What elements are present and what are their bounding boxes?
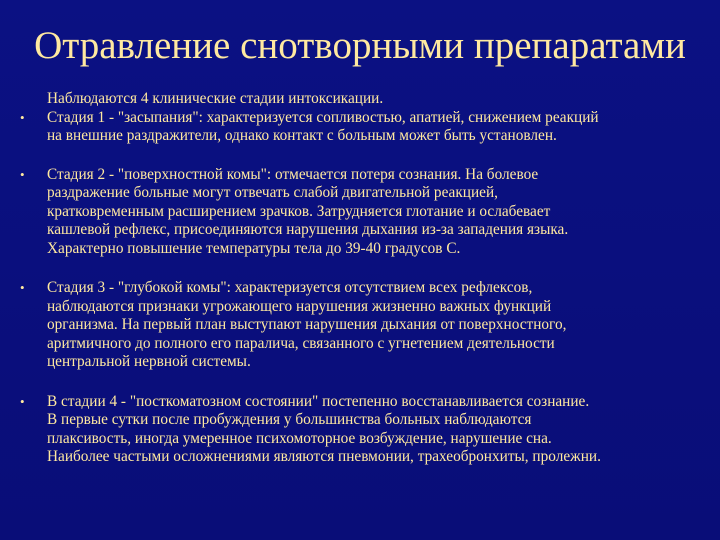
bullet-item-3 <box>20 279 710 372</box>
bullet-list <box>20 90 710 467</box>
slide-title: Отравление снотворными препаратами <box>34 24 686 67</box>
bullet-line: плаксивость, иногда умеренное психомоторное возбуждение, нарушение сна. <box>47 429 552 447</box>
bullet-line: наблюдаются признаки угрожающего нарушения жизненно важных функций <box>47 297 552 315</box>
bullet-line: Характерно повышение температуры тела до 39-40 градусов С. <box>47 239 461 257</box>
bullet-text <box>47 279 710 372</box>
bullet-line: аритмичного до полного его паралича, связанного с угнетением деятельности <box>47 334 555 352</box>
bullet-item-2 <box>20 166 710 259</box>
bullet-line: центральной нервной системы. <box>47 353 251 370</box>
bullet-item-1 <box>20 90 710 146</box>
bullet-marker: • <box>20 109 25 125</box>
bullet-marker: • <box>20 393 25 409</box>
bullet-marker: • <box>20 166 25 182</box>
bullet-line: кратковременным расширением зрачков. Затрудняется глотание и ослабевает <box>47 202 551 220</box>
bullet-line: Стадия 2 - "поверхностной комы": отмечается потеря сознания. На болевое <box>47 165 539 183</box>
bullet-line: Стадия 1 - "засыпания": характеризуется сопливостью, апатией, снижением реакций <box>47 108 599 126</box>
bullet-line: раздражение больные могут отвечать слабой двигательной реакцией, <box>47 184 498 201</box>
bullet-text <box>47 90 710 146</box>
bullet-line: Стадия 3 - "глубокой комы": характеризуется отсутствием всех рефлексов, <box>47 279 533 296</box>
bullet-line: кашлевой рефлекс, присоединяются нарушения дыхания из-за западения языка. <box>47 221 569 238</box>
bullet-line: организма. На первый план выступают нарушения дыхания от поверхностного, <box>47 316 567 333</box>
bullet-text <box>47 393 710 467</box>
bullet-text <box>47 166 710 259</box>
bullet-line: на внешние раздражители, однако контакт с больным может быть установлен. <box>47 127 557 144</box>
bullet-line: Наблюдаются 4 клинические стадии интоксикации. <box>47 90 384 107</box>
bullet-line: Наиболее частыми осложнениями являются пневмонии, трахеобронхиты, пролежни. <box>47 448 601 465</box>
bullet-item-4 <box>20 393 710 467</box>
bullet-line: В стадии 4 - "посткоматозном состоянии" постепенно восстанавливается сознание. <box>47 392 590 410</box>
bullet-marker: • <box>20 280 25 295</box>
bullet-line: В первые сутки после пробуждения у большинства больных наблюдаются <box>47 411 532 428</box>
